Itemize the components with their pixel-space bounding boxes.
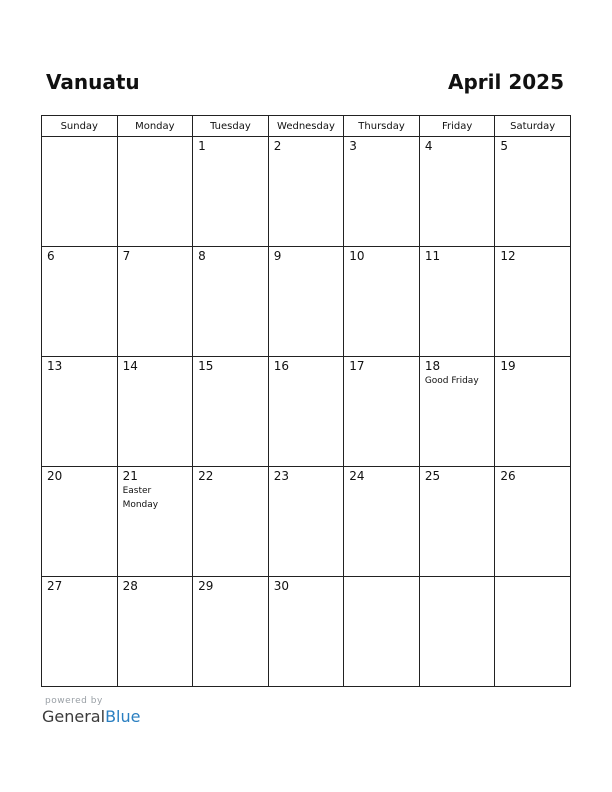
day-cell bbox=[495, 247, 571, 357]
day-cell bbox=[42, 467, 118, 577]
day-cell bbox=[344, 137, 420, 247]
day-number bbox=[42, 137, 117, 140]
day-cell bbox=[344, 357, 420, 467]
footer-branding bbox=[42, 696, 140, 727]
day-cell bbox=[193, 467, 269, 577]
day-cell bbox=[268, 357, 344, 467]
day-cell bbox=[495, 577, 571, 687]
day-cell bbox=[117, 247, 193, 357]
weekday-saturday: Saturday bbox=[495, 116, 571, 137]
brand-blue-text: Blue bbox=[105, 707, 141, 726]
day-number: 8 bbox=[198, 249, 206, 263]
holiday-label: Easter Monday bbox=[122, 486, 159, 510]
day-number: 1 bbox=[198, 139, 206, 153]
day-number: 10 bbox=[349, 249, 365, 263]
day-number: 3 bbox=[349, 139, 357, 153]
day-number: 2 bbox=[273, 139, 282, 153]
day-cell bbox=[344, 247, 420, 357]
weekday-thursday: Thursday bbox=[344, 116, 420, 137]
weekday-friday: Friday bbox=[419, 116, 495, 137]
day-cell bbox=[117, 357, 193, 467]
day-number bbox=[118, 137, 193, 140]
day-number: 17 bbox=[349, 359, 365, 373]
day-number: 27 bbox=[47, 579, 63, 593]
day-number: 23 bbox=[273, 469, 289, 483]
day-number: 28 bbox=[122, 579, 138, 593]
day-number: 12 bbox=[500, 249, 516, 263]
day-number: 29 bbox=[198, 579, 214, 593]
day-cell bbox=[419, 357, 495, 467]
calendar-grid bbox=[41, 115, 571, 687]
day-cell bbox=[42, 357, 118, 467]
week-row bbox=[42, 467, 571, 577]
day-cell bbox=[495, 137, 571, 247]
day-number: 6 bbox=[47, 249, 55, 263]
holiday-label: Good Friday bbox=[424, 376, 479, 386]
day-number: 19 bbox=[500, 359, 516, 373]
day-number: 21 bbox=[122, 469, 138, 483]
day-number: 18 bbox=[424, 359, 441, 373]
powered-by-label: powered by bbox=[45, 696, 103, 706]
country-title: Vanuatu bbox=[46, 70, 140, 94]
week-row bbox=[42, 137, 571, 247]
day-cell bbox=[193, 357, 269, 467]
day-cell bbox=[268, 577, 344, 687]
weekday-tuesday: Tuesday bbox=[193, 116, 269, 137]
day-cell bbox=[193, 137, 269, 247]
day-cell bbox=[344, 467, 420, 577]
day-number: 4 bbox=[424, 139, 433, 153]
day-number: 13 bbox=[47, 359, 63, 373]
weekday-monday: Monday bbox=[117, 116, 193, 137]
day-number: 11 bbox=[424, 249, 441, 263]
day-cell bbox=[268, 247, 344, 357]
day-cell bbox=[42, 577, 118, 687]
day-cell bbox=[419, 467, 495, 577]
day-cell bbox=[419, 137, 495, 247]
day-number: 25 bbox=[424, 469, 441, 483]
day-number: 26 bbox=[500, 469, 516, 483]
day-cell bbox=[117, 467, 193, 577]
day-number: 20 bbox=[47, 469, 63, 483]
day-cell bbox=[344, 577, 420, 687]
day-number: 22 bbox=[198, 469, 214, 483]
week-row bbox=[42, 357, 571, 467]
day-number: 7 bbox=[122, 249, 131, 263]
day-cell bbox=[495, 357, 571, 467]
day-number bbox=[344, 577, 419, 580]
day-cell bbox=[495, 467, 571, 577]
day-cell bbox=[419, 247, 495, 357]
week-row bbox=[42, 577, 571, 687]
weekday-wednesday: Wednesday bbox=[268, 116, 344, 137]
day-number bbox=[420, 577, 495, 580]
weekday-sunday: Sunday bbox=[42, 116, 118, 137]
day-cell bbox=[193, 577, 269, 687]
weekday-header-row bbox=[42, 116, 571, 137]
day-cell bbox=[117, 137, 193, 247]
day-cell bbox=[268, 137, 344, 247]
day-number: 5 bbox=[500, 139, 509, 153]
month-year-title: April 2025 bbox=[448, 70, 564, 94]
day-number: 16 bbox=[273, 359, 289, 373]
week-row bbox=[42, 247, 571, 357]
day-number: 30 bbox=[273, 579, 289, 593]
brand-general-text: General bbox=[42, 707, 106, 726]
day-cell bbox=[42, 247, 118, 357]
day-number: 24 bbox=[349, 469, 365, 483]
day-cell bbox=[268, 467, 344, 577]
day-number bbox=[495, 577, 570, 580]
day-cell bbox=[193, 247, 269, 357]
day-cell bbox=[117, 577, 193, 687]
day-number: 9 bbox=[273, 249, 282, 263]
generalblue-logo[interactable] bbox=[42, 707, 140, 727]
day-cell bbox=[419, 577, 495, 687]
day-number: 14 bbox=[122, 359, 138, 373]
day-number: 15 bbox=[198, 359, 214, 373]
day-cell bbox=[42, 137, 118, 247]
